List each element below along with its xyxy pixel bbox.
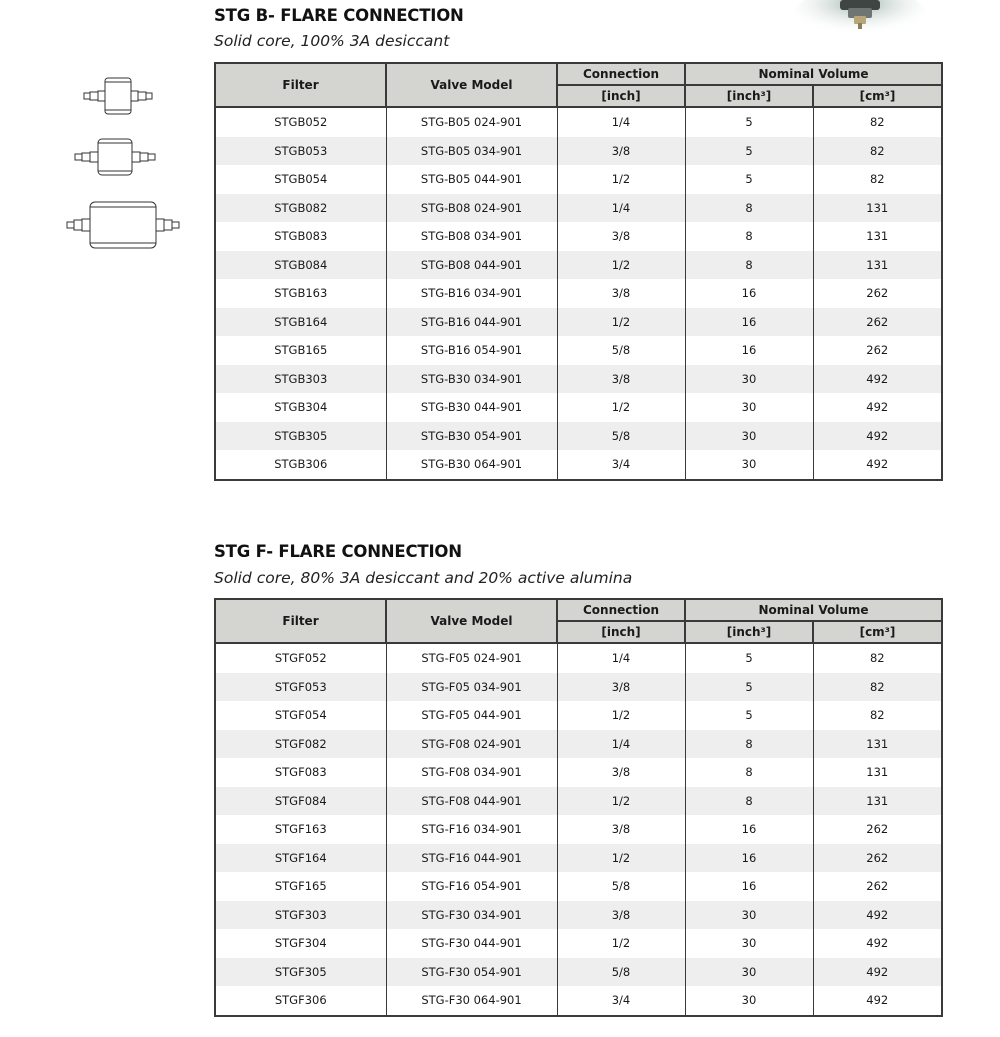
section-title-stg-b: STG B- FLARE CONNECTION [214,6,464,25]
cell-volume-inch3: 8 [685,222,813,251]
header-volume-unit-cm: [cm³] [813,85,942,107]
table-row [215,673,942,702]
table-row [215,815,942,844]
section-title-stg-f: STG F- FLARE CONNECTION [214,542,462,561]
cell-valve-model: STG-B16 054-901 [386,336,557,365]
table-row [215,365,942,394]
cell-valve-model: STG-B05 034-901 [386,137,557,166]
cell-connection: 1/4 [557,107,685,137]
filter-drier-medium-icon [60,133,170,185]
cell-volume-cm3: 262 [813,336,942,365]
header-valve-model: Valve Model [386,63,557,107]
cell-volume-inch3: 30 [685,365,813,394]
filter-drier-small-icon [60,72,170,124]
table-row [215,165,942,194]
cell-volume-cm3: 131 [813,251,942,280]
cell-volume-inch3: 30 [685,958,813,987]
cell-connection: 3/8 [557,901,685,930]
header-valve-model: Valve Model [386,599,557,643]
cell-valve-model: STG-F05 024-901 [386,643,557,673]
cell-volume-inch3: 8 [685,758,813,787]
cell-connection: 1/2 [557,308,685,337]
cell-connection: 1/4 [557,730,685,759]
cell-valve-model: STG-F30 034-901 [386,901,557,930]
table-row [215,194,942,223]
cell-connection: 3/4 [557,450,685,480]
header-filter: Filter [215,599,386,643]
table-row [215,958,942,987]
cell-filter: STGB303 [215,365,386,394]
cell-volume-cm3: 131 [813,730,942,759]
cell-filter: STGF163 [215,815,386,844]
header-filter: Filter [215,63,386,107]
spec-table-stg-f [214,598,943,1017]
table-row [215,929,942,958]
cell-valve-model: STG-B30 044-901 [386,393,557,422]
cell-filter: STGF052 [215,643,386,673]
table-row [215,730,942,759]
cell-volume-inch3: 16 [685,872,813,901]
cell-volume-inch3: 16 [685,815,813,844]
table-row [215,308,942,337]
cell-filter: STGB165 [215,336,386,365]
cell-connection: 1/4 [557,643,685,673]
cell-volume-inch3: 16 [685,279,813,308]
table-row [215,844,942,873]
cell-filter: STGF304 [215,929,386,958]
cell-filter: STGB305 [215,422,386,451]
spec-table-stg-b [214,62,943,481]
cell-volume-cm3: 492 [813,422,942,451]
cell-volume-cm3: 82 [813,165,942,194]
table-row [215,137,942,166]
cell-volume-cm3: 492 [813,929,942,958]
cell-volume-cm3: 82 [813,137,942,166]
cell-connection: 5/8 [557,422,685,451]
cell-volume-cm3: 262 [813,844,942,873]
table-row [215,872,942,901]
cell-volume-inch3: 30 [685,450,813,480]
cell-valve-model: STG-F16 054-901 [386,872,557,901]
table-row [215,336,942,365]
cell-volume-inch3: 5 [685,643,813,673]
header-connection-unit: [inch] [557,85,685,107]
cell-connection: 3/8 [557,815,685,844]
cell-filter: STGF053 [215,673,386,702]
cell-volume-inch3: 5 [685,701,813,730]
cell-volume-inch3: 5 [685,107,813,137]
table-row [215,701,942,730]
cell-valve-model: STG-B16 034-901 [386,279,557,308]
cell-volume-cm3: 262 [813,279,942,308]
table-row [215,107,942,137]
cell-volume-cm3: 82 [813,673,942,702]
cell-filter: STGB082 [215,194,386,223]
table-row [215,758,942,787]
cell-filter: STGB306 [215,450,386,480]
cell-filter: STGB163 [215,279,386,308]
cell-filter: STGB084 [215,251,386,280]
cell-valve-model: STG-F08 024-901 [386,730,557,759]
cell-connection: 1/2 [557,251,685,280]
cell-valve-model: STG-F16 034-901 [386,815,557,844]
cell-volume-cm3: 131 [813,758,942,787]
cell-connection: 3/8 [557,222,685,251]
cell-volume-inch3: 30 [685,929,813,958]
header-nominal-volume: Nominal Volume [685,599,942,621]
header-volume-unit-cm: [cm³] [813,621,942,643]
cell-filter: STGF083 [215,758,386,787]
cell-volume-cm3: 492 [813,958,942,987]
cell-volume-inch3: 5 [685,673,813,702]
cell-connection: 5/8 [557,872,685,901]
cell-volume-cm3: 82 [813,107,942,137]
cell-volume-inch3: 30 [685,986,813,1016]
cell-connection: 3/8 [557,673,685,702]
cell-valve-model: STG-F08 044-901 [386,787,557,816]
cell-volume-inch3: 30 [685,901,813,930]
cell-filter: STGF165 [215,872,386,901]
cell-volume-cm3: 492 [813,393,942,422]
cell-connection: 3/8 [557,365,685,394]
cell-volume-inch3: 30 [685,422,813,451]
section-subtitle-stg-b: Solid core, 100% 3A desiccant [214,32,450,50]
cell-connection: 3/8 [557,137,685,166]
cell-connection: 1/2 [557,787,685,816]
cell-valve-model: STG-F30 064-901 [386,986,557,1016]
cell-filter: STGF303 [215,901,386,930]
cell-connection: 3/8 [557,279,685,308]
table-row [215,222,942,251]
cell-volume-cm3: 492 [813,365,942,394]
header-connection: Connection [557,599,685,621]
cell-valve-model: STG-B05 044-901 [386,165,557,194]
cell-filter: STGB054 [215,165,386,194]
table-row [215,279,942,308]
cell-valve-model: STG-B30 034-901 [386,365,557,394]
cell-connection: 5/8 [557,336,685,365]
table-row [215,422,942,451]
cell-filter: STGB083 [215,222,386,251]
cell-volume-cm3: 131 [813,787,942,816]
filter-drier-large-icon [60,198,196,258]
cell-volume-cm3: 262 [813,308,942,337]
cell-valve-model: STG-F05 034-901 [386,673,557,702]
cell-volume-inch3: 8 [685,251,813,280]
cell-valve-model: STG-B08 044-901 [386,251,557,280]
table-row [215,643,942,673]
cell-volume-inch3: 8 [685,730,813,759]
cell-volume-inch3: 8 [685,787,813,816]
cell-filter: STGB053 [215,137,386,166]
cell-filter: STGF082 [215,730,386,759]
cell-filter: STGB052 [215,107,386,137]
table-row [215,450,942,480]
table-body-stg-b [215,107,942,480]
cell-filter: STGF305 [215,958,386,987]
cell-valve-model: STG-B30 054-901 [386,422,557,451]
cell-connection: 1/2 [557,165,685,194]
cell-valve-model: STG-B08 024-901 [386,194,557,223]
cell-valve-model: STG-B05 024-901 [386,107,557,137]
cell-valve-model: STG-F30 054-901 [386,958,557,987]
header-connection: Connection [557,63,685,85]
cell-volume-cm3: 82 [813,701,942,730]
cell-valve-model: STG-F30 044-901 [386,929,557,958]
header-volume-unit-inch: [inch³] [685,621,813,643]
table-row [215,393,942,422]
cell-connection: 1/4 [557,194,685,223]
table-row [215,787,942,816]
header-connection-unit: [inch] [557,621,685,643]
cell-connection: 5/8 [557,958,685,987]
cell-volume-inch3: 16 [685,308,813,337]
table-body-stg-f [215,643,942,1016]
cell-connection: 1/2 [557,701,685,730]
cell-filter: STGF164 [215,844,386,873]
cell-volume-cm3: 131 [813,194,942,223]
cell-volume-inch3: 5 [685,165,813,194]
cell-volume-inch3: 5 [685,137,813,166]
cell-filter: STGF306 [215,986,386,1016]
cell-connection: 3/4 [557,986,685,1016]
cell-valve-model: STG-B16 044-901 [386,308,557,337]
cell-filter: STGF054 [215,701,386,730]
cell-volume-inch3: 16 [685,844,813,873]
table-row [215,901,942,930]
table-row [215,251,942,280]
cell-connection: 3/8 [557,758,685,787]
cell-volume-cm3: 131 [813,222,942,251]
cell-volume-cm3: 262 [813,815,942,844]
filter-drier-photo-fragment [792,0,928,40]
section-subtitle-stg-f: Solid core, 80% 3A desiccant and 20% active alumina [214,569,633,587]
header-volume-unit-inch: [inch³] [685,85,813,107]
cell-connection: 1/2 [557,393,685,422]
cell-valve-model: STG-F05 044-901 [386,701,557,730]
cell-valve-model: STG-F16 044-901 [386,844,557,873]
cell-connection: 1/2 [557,844,685,873]
cell-volume-cm3: 492 [813,986,942,1016]
cell-valve-model: STG-B30 064-901 [386,450,557,480]
cell-volume-cm3: 262 [813,872,942,901]
cell-volume-inch3: 30 [685,393,813,422]
table-row [215,986,942,1016]
cell-volume-inch3: 16 [685,336,813,365]
cell-valve-model: STG-B08 034-901 [386,222,557,251]
cell-filter: STGB164 [215,308,386,337]
cell-filter: STGB304 [215,393,386,422]
cell-connection: 1/2 [557,929,685,958]
cell-volume-cm3: 492 [813,901,942,930]
cell-filter: STGF084 [215,787,386,816]
cell-volume-inch3: 8 [685,194,813,223]
cell-valve-model: STG-F08 034-901 [386,758,557,787]
header-nominal-volume: Nominal Volume [685,63,942,85]
cell-volume-cm3: 492 [813,450,942,480]
cell-volume-cm3: 82 [813,643,942,673]
